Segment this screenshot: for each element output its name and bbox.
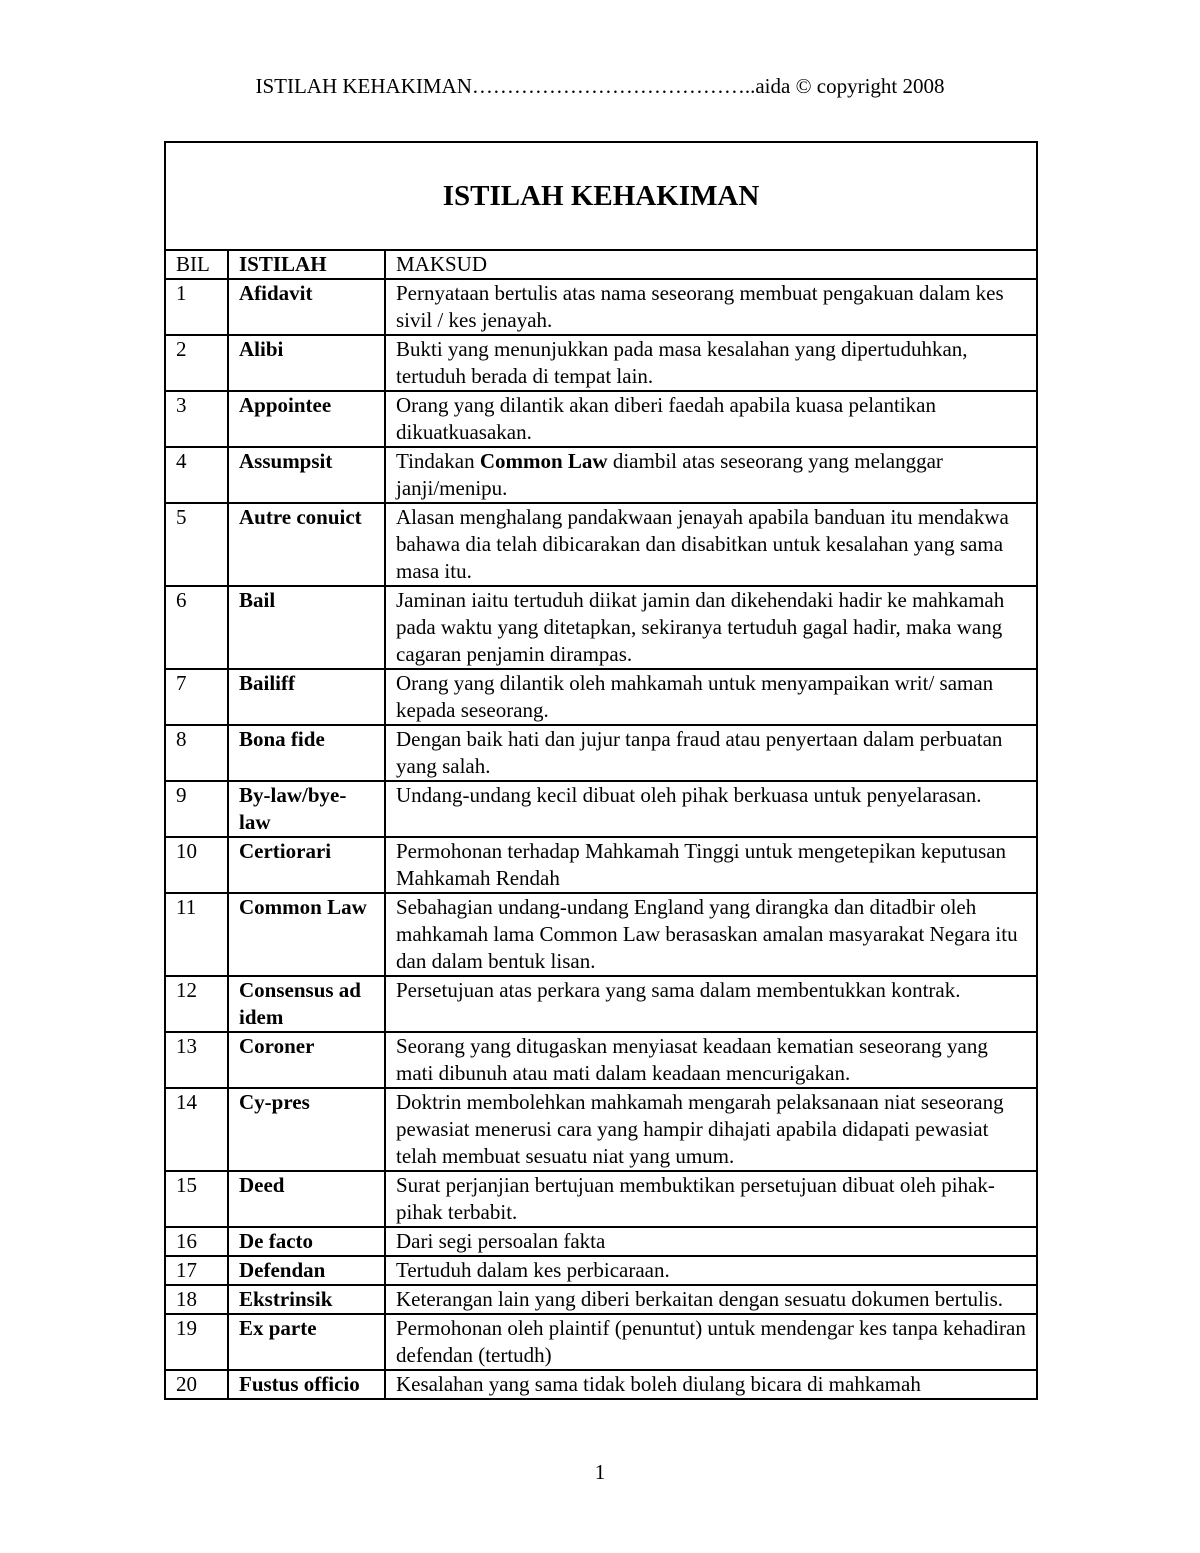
term-cell: Bona fide (228, 725, 385, 781)
term-cell: Common Law (228, 893, 385, 976)
table-title: ISTILAH KEHAKIMAN (165, 142, 1037, 250)
meaning-cell: Seorang yang ditugaskan menyiasat keadaan kematian seseorang yang mati dibunuh atau mati dalam keadaan mencurigakan. (385, 1032, 1037, 1088)
term-cell: Assumpsit (228, 447, 385, 503)
meaning-cell: Kesalahan yang sama tidak boleh diulang bicara di mahkamah (385, 1370, 1037, 1399)
row-number: 14 (165, 1088, 228, 1171)
term-cell: Certiorari (228, 837, 385, 893)
term-cell: Ex parte (228, 1314, 385, 1370)
meaning-text: Tindakan (396, 449, 480, 473)
column-header-row (165, 250, 1037, 279)
meaning-cell: Doktrin membolehkan mahkamah mengarah pelaksanaan niat seseorang pewasiat menerusi cara yang hampir dihajati apabila didapati pewasiat telah membuat sesuatu niat yang umum. (385, 1088, 1037, 1171)
table-row (165, 1370, 1037, 1399)
term-cell: Coroner (228, 1032, 385, 1088)
term-cell: Consensus ad idem (228, 976, 385, 1032)
meaning-cell: Jaminan iaitu tertuduh diikat jamin dan dikehendaki hadir ke mahkamah pada waktu yang ditetapkan, sekiranya tertuduh gagal hadir, maka wang cagaran penjamin dirampas. (385, 586, 1037, 669)
meaning-cell: Sebahagian undang-undang England yang dirangka dan ditadbir oleh mahkamah lama Common Law berasaskan amalan masyarakat Negara itu dan dalam bentuk lisan. (385, 893, 1037, 976)
term-cell: Defendan (228, 1256, 385, 1285)
term-cell: Bail (228, 586, 385, 669)
row-number: 15 (165, 1171, 228, 1227)
row-number: 8 (165, 725, 228, 781)
term-cell: By-law/bye-law (228, 781, 385, 837)
table-row (165, 781, 1037, 837)
table-row (165, 1032, 1037, 1088)
row-number: 9 (165, 781, 228, 837)
row-number: 6 (165, 586, 228, 669)
row-number: 17 (165, 1256, 228, 1285)
row-number: 2 (165, 335, 228, 391)
term-cell: Autre conuict (228, 503, 385, 586)
meaning-cell: Alasan menghalang pandakwaan jenayah apabila banduan itu mendakwa bahawa dia telah dibicarakan dan disabitkan untuk kesalahan yang sama masa itu. (385, 503, 1037, 586)
table-row (165, 1256, 1037, 1285)
term-cell: Ekstrinsik (228, 1285, 385, 1314)
table-row (165, 1314, 1037, 1370)
row-number: 20 (165, 1370, 228, 1399)
meaning-cell: Persetujuan atas perkara yang sama dalam membentukkan kontrak. (385, 976, 1037, 1032)
row-number: 4 (165, 447, 228, 503)
table-row (165, 1088, 1037, 1171)
meaning-cell: Tertuduh dalam kes perbicaraan. (385, 1256, 1037, 1285)
row-number: 16 (165, 1227, 228, 1256)
column-header-maksud: MAKSUD (385, 250, 1037, 279)
meaning-cell: Permohonan terhadap Mahkamah Tinggi untuk mengetepikan keputusan Mahkamah Rendah (385, 837, 1037, 893)
table-row (165, 1227, 1037, 1256)
table-row (165, 335, 1037, 391)
meaning-cell (385, 447, 1037, 503)
row-number: 11 (165, 893, 228, 976)
row-number: 19 (165, 1314, 228, 1370)
meaning-cell: Permohonan oleh plaintif (penuntut) untuk mendengar kes tanpa kehadiran defendan (tertudh) (385, 1314, 1037, 1370)
meaning-cell: Orang yang dilantik akan diberi faedah apabila kuasa pelantikan dikuatkuasakan. (385, 391, 1037, 447)
row-number: 18 (165, 1285, 228, 1314)
term-cell: Cy-pres (228, 1088, 385, 1171)
column-header-istilah: ISTILAH (228, 250, 385, 279)
table-row (165, 1285, 1037, 1314)
meaning-cell: Bukti yang menunjukkan pada masa kesalahan yang dipertuduhkan, tertuduh berada di tempat lain. (385, 335, 1037, 391)
meaning-cell: Dari segi persoalan fakta (385, 1227, 1037, 1256)
row-number: 3 (165, 391, 228, 447)
meaning-cell: Surat perjanjian bertujuan membuktikan persetujuan dibuat oleh pihak-pihak terbabit. (385, 1171, 1037, 1227)
row-number: 13 (165, 1032, 228, 1088)
column-header-bil: BIL (165, 250, 228, 279)
row-number: 10 (165, 837, 228, 893)
table-row (165, 893, 1037, 976)
meaning-cell: Keterangan lain yang diberi berkaitan dengan sesuatu dokumen bertulis. (385, 1285, 1037, 1314)
glossary-table (164, 141, 1038, 1400)
meaning-cell: Orang yang dilantik oleh mahkamah untuk menyampaikan writ/ saman kepada seseorang. (385, 669, 1037, 725)
table-title-row (165, 142, 1037, 250)
meaning-cell: Undang-undang kecil dibuat oleh pihak berkuasa untuk penyelarasan. (385, 781, 1037, 837)
row-number: 12 (165, 976, 228, 1032)
table-row (165, 503, 1037, 586)
row-number: 5 (165, 503, 228, 586)
meaning-cell: Dengan baik hati dan jujur tanpa fraud atau penyertaan dalam perbuatan yang salah. (385, 725, 1037, 781)
table-row (165, 447, 1037, 503)
term-cell: De facto (228, 1227, 385, 1256)
table-row (165, 279, 1037, 335)
table-row (165, 976, 1037, 1032)
row-number: 1 (165, 279, 228, 335)
page-header: ISTILAH KEHAKIMAN…………………………………..aida © copyright 2008 (255, 74, 945, 98)
table-row (165, 586, 1037, 669)
meaning-cell: Pernyataan bertulis atas nama seseorang membuat pengakuan dalam kes sivil / kes jenayah. (385, 279, 1037, 335)
table-row (165, 1171, 1037, 1227)
term-cell: Fustus officio (228, 1370, 385, 1399)
term-cell: Alibi (228, 335, 385, 391)
term-cell: Bailiff (228, 669, 385, 725)
table-row (165, 391, 1037, 447)
meaning-text: diambil atas seseorang yang melanggar janji/menipu. (396, 449, 943, 500)
row-number: 7 (165, 669, 228, 725)
term-cell: Afidavit (228, 279, 385, 335)
term-cell: Deed (228, 1171, 385, 1227)
table-row (165, 669, 1037, 725)
meaning-emphasis: Common Law (479, 449, 608, 473)
table-row (165, 837, 1037, 893)
table-row (165, 725, 1037, 781)
term-cell: Appointee (228, 391, 385, 447)
page-number: 1 (594, 1460, 606, 1484)
